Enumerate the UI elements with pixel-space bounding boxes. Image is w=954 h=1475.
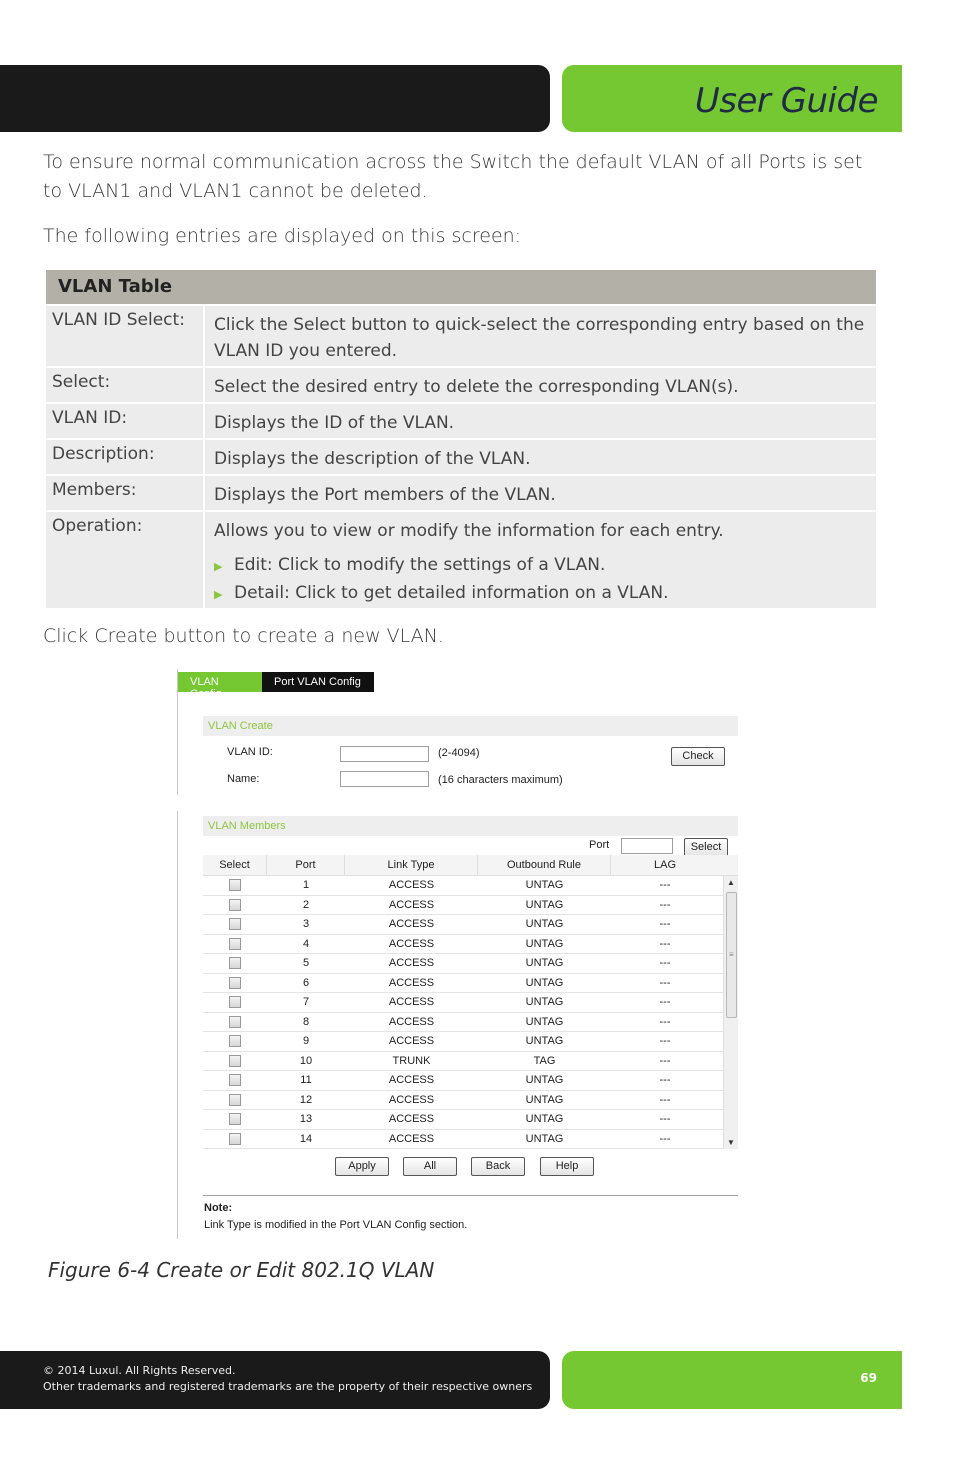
operation-text: Allows you to view or modify the information for each entry. — [214, 521, 724, 541]
row-checkbox[interactable] — [229, 957, 241, 969]
port-cell: 1 — [302, 879, 310, 892]
outbound-rule-cell: UNTAG — [525, 937, 564, 950]
note-divider — [203, 1195, 738, 1196]
port-cell: 7 — [302, 996, 310, 1009]
tab-port-vlan-config[interactable]: Port VLAN Config — [262, 672, 374, 692]
note-title: Note: — [204, 1202, 233, 1214]
scroll-down-icon[interactable]: ▼ — [727, 1138, 735, 1147]
table-row — [46, 404, 876, 438]
port-cell: 11 — [300, 1074, 312, 1087]
outbound-rule-cell: UNTAG — [525, 1132, 564, 1145]
lag-cell: --- — [659, 1035, 671, 1048]
copyright-text: © 2014 Luxul. All Rights Reserved. — [43, 1364, 236, 1377]
outbound-rule-cell: TAG — [533, 1054, 556, 1067]
row-checkbox[interactable] — [229, 1133, 241, 1145]
port-cell: 9 — [302, 1035, 310, 1048]
outbound-rule-cell: UNTAG — [525, 1093, 564, 1106]
link-type-cell: ACCESS — [388, 1035, 435, 1048]
link-type-cell: ACCESS — [388, 1132, 435, 1145]
row-checkbox[interactable] — [229, 1055, 241, 1067]
vlan-id-input[interactable] — [340, 746, 429, 762]
table-row — [46, 368, 876, 402]
vlan-table-title: VLAN Table — [46, 270, 876, 304]
table-row — [203, 1071, 738, 1091]
row-checkbox[interactable] — [229, 977, 241, 989]
port-cell: 13 — [299, 1113, 313, 1126]
figure-caption: Figure 6-4 Create or Edit 802.1Q VLAN — [48, 1258, 435, 1282]
table-row — [203, 1110, 738, 1130]
port-cell: 5 — [302, 957, 310, 970]
port-cell: 8 — [302, 1015, 310, 1028]
lag-cell: --- — [659, 937, 671, 950]
link-type-cell: ACCESS — [388, 1093, 435, 1106]
outbound-rule-cell: UNTAG — [525, 898, 564, 911]
row-checkbox[interactable] — [229, 996, 241, 1008]
column-header: Outbound Rule — [478, 855, 611, 875]
note-text: Link Type is modified in the Port VLAN Config section. — [204, 1219, 468, 1231]
outbound-rule-cell: UNTAG — [525, 957, 564, 970]
row-value: Displays the description of the VLAN. — [205, 440, 876, 474]
tab-vlan-config[interactable]: VLAN Config — [178, 672, 262, 692]
row-checkbox[interactable] — [229, 1016, 241, 1028]
table-row — [46, 440, 876, 474]
outbound-rule-cell: UNTAG — [525, 976, 564, 989]
outbound-rule-cell: UNTAG — [525, 996, 564, 1009]
lag-cell: --- — [659, 1093, 671, 1106]
row-checkbox[interactable] — [229, 1074, 241, 1086]
lag-cell: --- — [659, 1074, 671, 1087]
vlan-id-hint: (2-4094) — [438, 747, 480, 759]
bullet-item — [214, 552, 867, 580]
port-cell: 4 — [302, 937, 310, 950]
screenshot-border — [177, 811, 178, 1239]
row-checkbox[interactable] — [229, 879, 241, 891]
bullet-text: Edit: Click to modify the settings of a VLAN. — [234, 555, 606, 575]
row-value: Displays the Port members of the VLAN. — [205, 476, 876, 510]
table-row — [46, 476, 876, 510]
column-header: LAG — [653, 859, 676, 871]
row-checkbox[interactable] — [229, 1094, 241, 1106]
vlan-id-label: VLAN ID: — [227, 746, 273, 758]
link-type-cell: ACCESS — [388, 1074, 435, 1087]
name-label: Name: — [227, 773, 260, 785]
table-row — [203, 896, 738, 916]
help-button[interactable]: Help — [540, 1157, 594, 1176]
row-value: Select the desired entry to delete the corresponding VLAN(s). — [205, 368, 876, 402]
link-type-cell: ACCESS — [388, 898, 435, 911]
triangle-bullet-icon: ▶ — [214, 588, 223, 601]
lag-cell: --- — [659, 879, 671, 892]
trademark-text: Other trademarks and registered trademarks are the property of their respective owners — [43, 1380, 533, 1393]
triangle-bullet-icon: ▶ — [214, 560, 223, 573]
lag-cell: --- — [659, 1054, 671, 1067]
table-row — [203, 1013, 738, 1033]
table-header — [203, 855, 738, 876]
port-cell: 3 — [302, 918, 310, 931]
page-number: 69 — [860, 1371, 877, 1385]
name-input[interactable] — [340, 771, 429, 787]
lag-cell: --- — [659, 898, 671, 911]
row-label: Members: — [46, 476, 203, 510]
link-type-cell: ACCESS — [388, 937, 435, 950]
lag-cell: --- — [659, 1015, 671, 1028]
create-paragraph: Click Create button to create a new VLAN. — [43, 625, 444, 647]
port-cell: 14 — [299, 1132, 313, 1145]
row-label: VLAN ID: — [46, 404, 203, 438]
row-checkbox[interactable] — [229, 938, 241, 950]
column-header: Link Type — [345, 855, 478, 875]
vlan-create-header: VLAN Create — [203, 716, 738, 736]
table-row — [203, 876, 738, 896]
row-value: Displays the ID of the VLAN. — [205, 404, 876, 438]
scroll-up-icon[interactable]: ▲ — [727, 878, 735, 887]
table-body — [203, 876, 738, 1149]
column-header: Port — [267, 855, 345, 875]
row-checkbox[interactable] — [229, 1113, 241, 1125]
column-header: Select — [203, 855, 267, 875]
select-button[interactable]: Select — [684, 838, 728, 857]
outbound-rule-cell: UNTAG — [525, 879, 564, 892]
check-button[interactable]: Check — [671, 747, 725, 766]
table-row — [203, 1091, 738, 1111]
apply-button[interactable]: Apply — [335, 1157, 389, 1176]
lag-cell: --- — [659, 1132, 671, 1145]
outbound-rule-cell: UNTAG — [525, 918, 564, 931]
row-checkbox[interactable] — [229, 899, 241, 911]
footer-green-bar — [562, 1351, 902, 1409]
outbound-rule-cell: UNTAG — [525, 1113, 564, 1126]
outbound-rule-cell: UNTAG — [525, 1015, 564, 1028]
port-cell: 12 — [299, 1093, 313, 1106]
row-label: Operation: — [46, 512, 203, 608]
table-row — [203, 974, 738, 994]
table-row — [46, 306, 876, 366]
link-type-cell: ACCESS — [388, 976, 435, 989]
link-type-cell: ACCESS — [388, 879, 435, 892]
bullet-text: Detail: Click to get detailed information on a VLAN. — [234, 583, 669, 603]
link-type-cell: ACCESS — [388, 957, 435, 970]
table-row — [46, 512, 876, 608]
table-row — [203, 935, 738, 955]
row-checkbox[interactable] — [229, 1035, 241, 1047]
lag-cell: --- — [659, 996, 671, 1009]
entries-paragraph: The following entries are displayed on this screen: — [43, 225, 522, 247]
config-tabs — [178, 672, 374, 700]
outbound-rule-cell: UNTAG — [525, 1035, 564, 1048]
vlan-members-table — [203, 855, 738, 1149]
link-type-cell: ACCESS — [388, 1015, 435, 1028]
link-type-cell: ACCESS — [388, 918, 435, 931]
port-cell: 2 — [302, 898, 310, 911]
link-type-cell: TRUNK — [392, 1054, 431, 1067]
header-black-bar — [0, 65, 550, 132]
vlan-description-table — [46, 270, 876, 610]
lag-cell: --- — [659, 976, 671, 989]
bullet-item — [214, 580, 867, 608]
row-value: Click the Select button to quick-select the corresponding entry based on the VLAN ID you entered. — [205, 306, 876, 366]
name-hint: (16 characters maximum) — [438, 774, 563, 786]
grip-icon: ≡ — [729, 950, 734, 959]
table-row — [203, 954, 738, 974]
table-row — [203, 915, 738, 935]
row-label: Select: — [46, 368, 203, 402]
header-green-bar — [562, 65, 902, 132]
table-row — [203, 993, 738, 1013]
row-value — [205, 512, 876, 608]
vlan-config-screenshot — [177, 669, 741, 1239]
table-scrollbar[interactable] — [723, 876, 738, 1149]
link-type-cell: ACCESS — [388, 996, 435, 1009]
table-row — [203, 1052, 738, 1072]
outbound-rule-cell: UNTAG — [525, 1074, 564, 1087]
footer-black-bar — [0, 1351, 550, 1409]
link-type-cell: ACCESS — [388, 1113, 435, 1126]
port-label: Port — [589, 839, 610, 851]
port-input[interactable] — [621, 838, 673, 854]
row-label: VLAN ID Select: — [46, 306, 203, 366]
guide-title: User Guide — [694, 81, 878, 121]
row-checkbox[interactable] — [229, 918, 241, 930]
port-cell: 6 — [302, 976, 310, 989]
lag-cell: --- — [659, 957, 671, 970]
back-button[interactable]: Back — [471, 1157, 525, 1176]
row-label: Description: — [46, 440, 203, 474]
vlan-members-header: VLAN Members — [203, 816, 738, 836]
table-row — [203, 1130, 738, 1150]
scroll-thumb[interactable] — [726, 892, 737, 1018]
table-row — [203, 1032, 738, 1052]
lag-cell: --- — [659, 918, 671, 931]
port-cell: 10 — [299, 1054, 313, 1067]
lag-cell: --- — [659, 1113, 671, 1126]
all-button[interactable]: All — [403, 1157, 457, 1176]
intro-paragraph: To ensure normal communication across the Switch the default VLAN of all Ports is set to VLAN1 and VLAN1 cannot be deleted. — [43, 151, 863, 202]
